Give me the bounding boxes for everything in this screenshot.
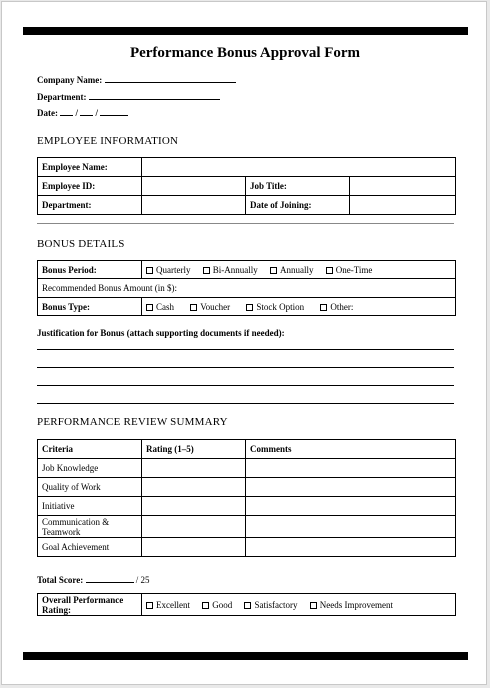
form-title: Performance Bonus Approval Form: [129, 45, 361, 61]
overall-option-satisfactory[interactable]: Satisfactory: [244, 600, 297, 610]
review-table: [37, 439, 456, 557]
date-label: Date:: [37, 108, 58, 118]
justification-line[interactable]: [37, 367, 454, 368]
date-month-input[interactable]: [80, 106, 93, 116]
employee-id-label: Employee ID:: [38, 177, 142, 196]
overall-rating-table: [37, 593, 456, 616]
table-row: [38, 459, 456, 478]
overall-rating-options: [142, 594, 456, 616]
form-page: [1, 1, 487, 685]
overall-option-good[interactable]: Good: [202, 600, 232, 610]
bonus-table: [37, 260, 456, 316]
table-row: [38, 177, 456, 196]
checkbox-icon: [146, 602, 153, 609]
rating-input[interactable]: [142, 538, 246, 557]
date-of-joining-label: Date of Joining:: [246, 196, 350, 215]
table-row: [38, 261, 456, 279]
justification-label: Justification for Bonus (attach supporting documents if needed):: [37, 328, 285, 338]
employee-department-label: Department:: [38, 196, 142, 215]
criteria-cell: Goal Achievement: [38, 538, 142, 557]
bonus-section-heading: BONUS DETAILS: [37, 238, 125, 250]
period-option-one-time[interactable]: One-Time: [326, 265, 373, 275]
checkbox-icon: [320, 304, 327, 311]
date-separator: /: [75, 108, 79, 118]
rating-input[interactable]: [142, 516, 246, 538]
checkbox-icon: [310, 602, 317, 609]
overall-option-excellent[interactable]: Excellent: [146, 600, 190, 610]
top-border-bar: [23, 27, 468, 35]
table-row: [38, 478, 456, 497]
table-row: [38, 516, 456, 538]
criteria-cell: Quality of Work: [38, 478, 142, 497]
company-name-field: [37, 73, 236, 86]
table-row: [38, 158, 456, 177]
date-separator: /: [95, 108, 99, 118]
criteria-cell: Initiative: [38, 497, 142, 516]
job-title-label: Job Title:: [246, 177, 350, 196]
table-row: [38, 538, 456, 557]
date-field: [37, 106, 128, 119]
period-option-quarterly[interactable]: Quarterly: [146, 265, 190, 275]
employee-section-heading: EMPLOYEE INFORMATION: [37, 135, 179, 147]
employee-name-label: Employee Name:: [38, 158, 142, 177]
overall-rating-label: Overall Performance Rating:: [38, 594, 142, 616]
checkbox-icon: [190, 304, 197, 311]
checkbox-icon: [202, 602, 209, 609]
comments-input[interactable]: [246, 497, 456, 516]
department-field: [37, 90, 220, 103]
employee-department-input[interactable]: [142, 196, 246, 215]
department-label: Department:: [37, 92, 87, 102]
criteria-cell: Job Knowledge: [38, 459, 142, 478]
section-divider: [37, 223, 454, 224]
bonus-period-options: [142, 261, 456, 279]
type-option-cash[interactable]: Cash: [146, 302, 174, 312]
checkbox-icon: [326, 267, 333, 274]
period-option-bi-annually[interactable]: Bi-Annually: [203, 265, 258, 275]
type-option-other[interactable]: Other:: [320, 302, 353, 312]
company-name-input[interactable]: [105, 73, 236, 83]
checkbox-icon: [244, 602, 251, 609]
rating-input[interactable]: [142, 497, 246, 516]
type-option-voucher[interactable]: Voucher: [190, 302, 230, 312]
justification-line[interactable]: [37, 349, 454, 350]
checkbox-icon: [146, 267, 153, 274]
column-header-comments: Comments: [246, 440, 456, 459]
rating-input[interactable]: [142, 459, 246, 478]
comments-input[interactable]: [246, 459, 456, 478]
checkbox-icon: [146, 304, 153, 311]
date-year-input[interactable]: [100, 106, 128, 116]
table-row: [38, 279, 456, 298]
checkbox-icon: [203, 267, 210, 274]
overall-option-needs-improvement[interactable]: Needs Improvement: [310, 600, 393, 610]
employee-table: [37, 157, 456, 215]
table-row: [38, 298, 456, 316]
type-option-stock-option[interactable]: Stock Option: [246, 302, 304, 312]
job-title-input[interactable]: [350, 177, 456, 196]
department-input[interactable]: [89, 90, 220, 100]
date-of-joining-input[interactable]: [350, 196, 456, 215]
column-header-criteria: Criteria: [38, 440, 142, 459]
checkbox-icon: [246, 304, 253, 311]
date-day-input[interactable]: [60, 106, 73, 116]
comments-input[interactable]: [246, 478, 456, 497]
total-score-label: Total Score:: [37, 575, 84, 585]
table-row: [38, 594, 456, 616]
table-row: [38, 196, 456, 215]
bonus-period-label: Bonus Period:: [38, 261, 142, 279]
bonus-type-options: [142, 298, 456, 316]
review-section-heading: PERFORMANCE REVIEW SUMMARY: [37, 416, 228, 428]
column-header-rating: Rating (1–5): [142, 440, 246, 459]
justification-line[interactable]: [37, 385, 454, 386]
criteria-cell: Communication & Teamwork: [38, 516, 142, 538]
rating-input[interactable]: [142, 478, 246, 497]
total-score-max: / 25: [135, 575, 150, 585]
checkbox-icon: [270, 267, 277, 274]
total-score-input[interactable]: [86, 573, 134, 583]
period-option-annually[interactable]: Annually: [270, 265, 314, 275]
comments-input[interactable]: [246, 538, 456, 557]
comments-input[interactable]: [246, 516, 456, 538]
employee-name-input[interactable]: [142, 158, 456, 177]
employee-id-input[interactable]: [142, 177, 246, 196]
table-header-row: [38, 440, 456, 459]
bottom-border-bar: [23, 652, 468, 660]
company-name-label: Company Name:: [37, 75, 103, 85]
table-row: [38, 497, 456, 516]
total-score-field: [37, 573, 150, 585]
bonus-type-label: Bonus Type:: [38, 298, 142, 316]
justification-line[interactable]: [37, 403, 454, 404]
bonus-amount-label: Recommended Bonus Amount (in $):: [42, 283, 177, 293]
bonus-amount-field[interactable]: [38, 279, 456, 298]
